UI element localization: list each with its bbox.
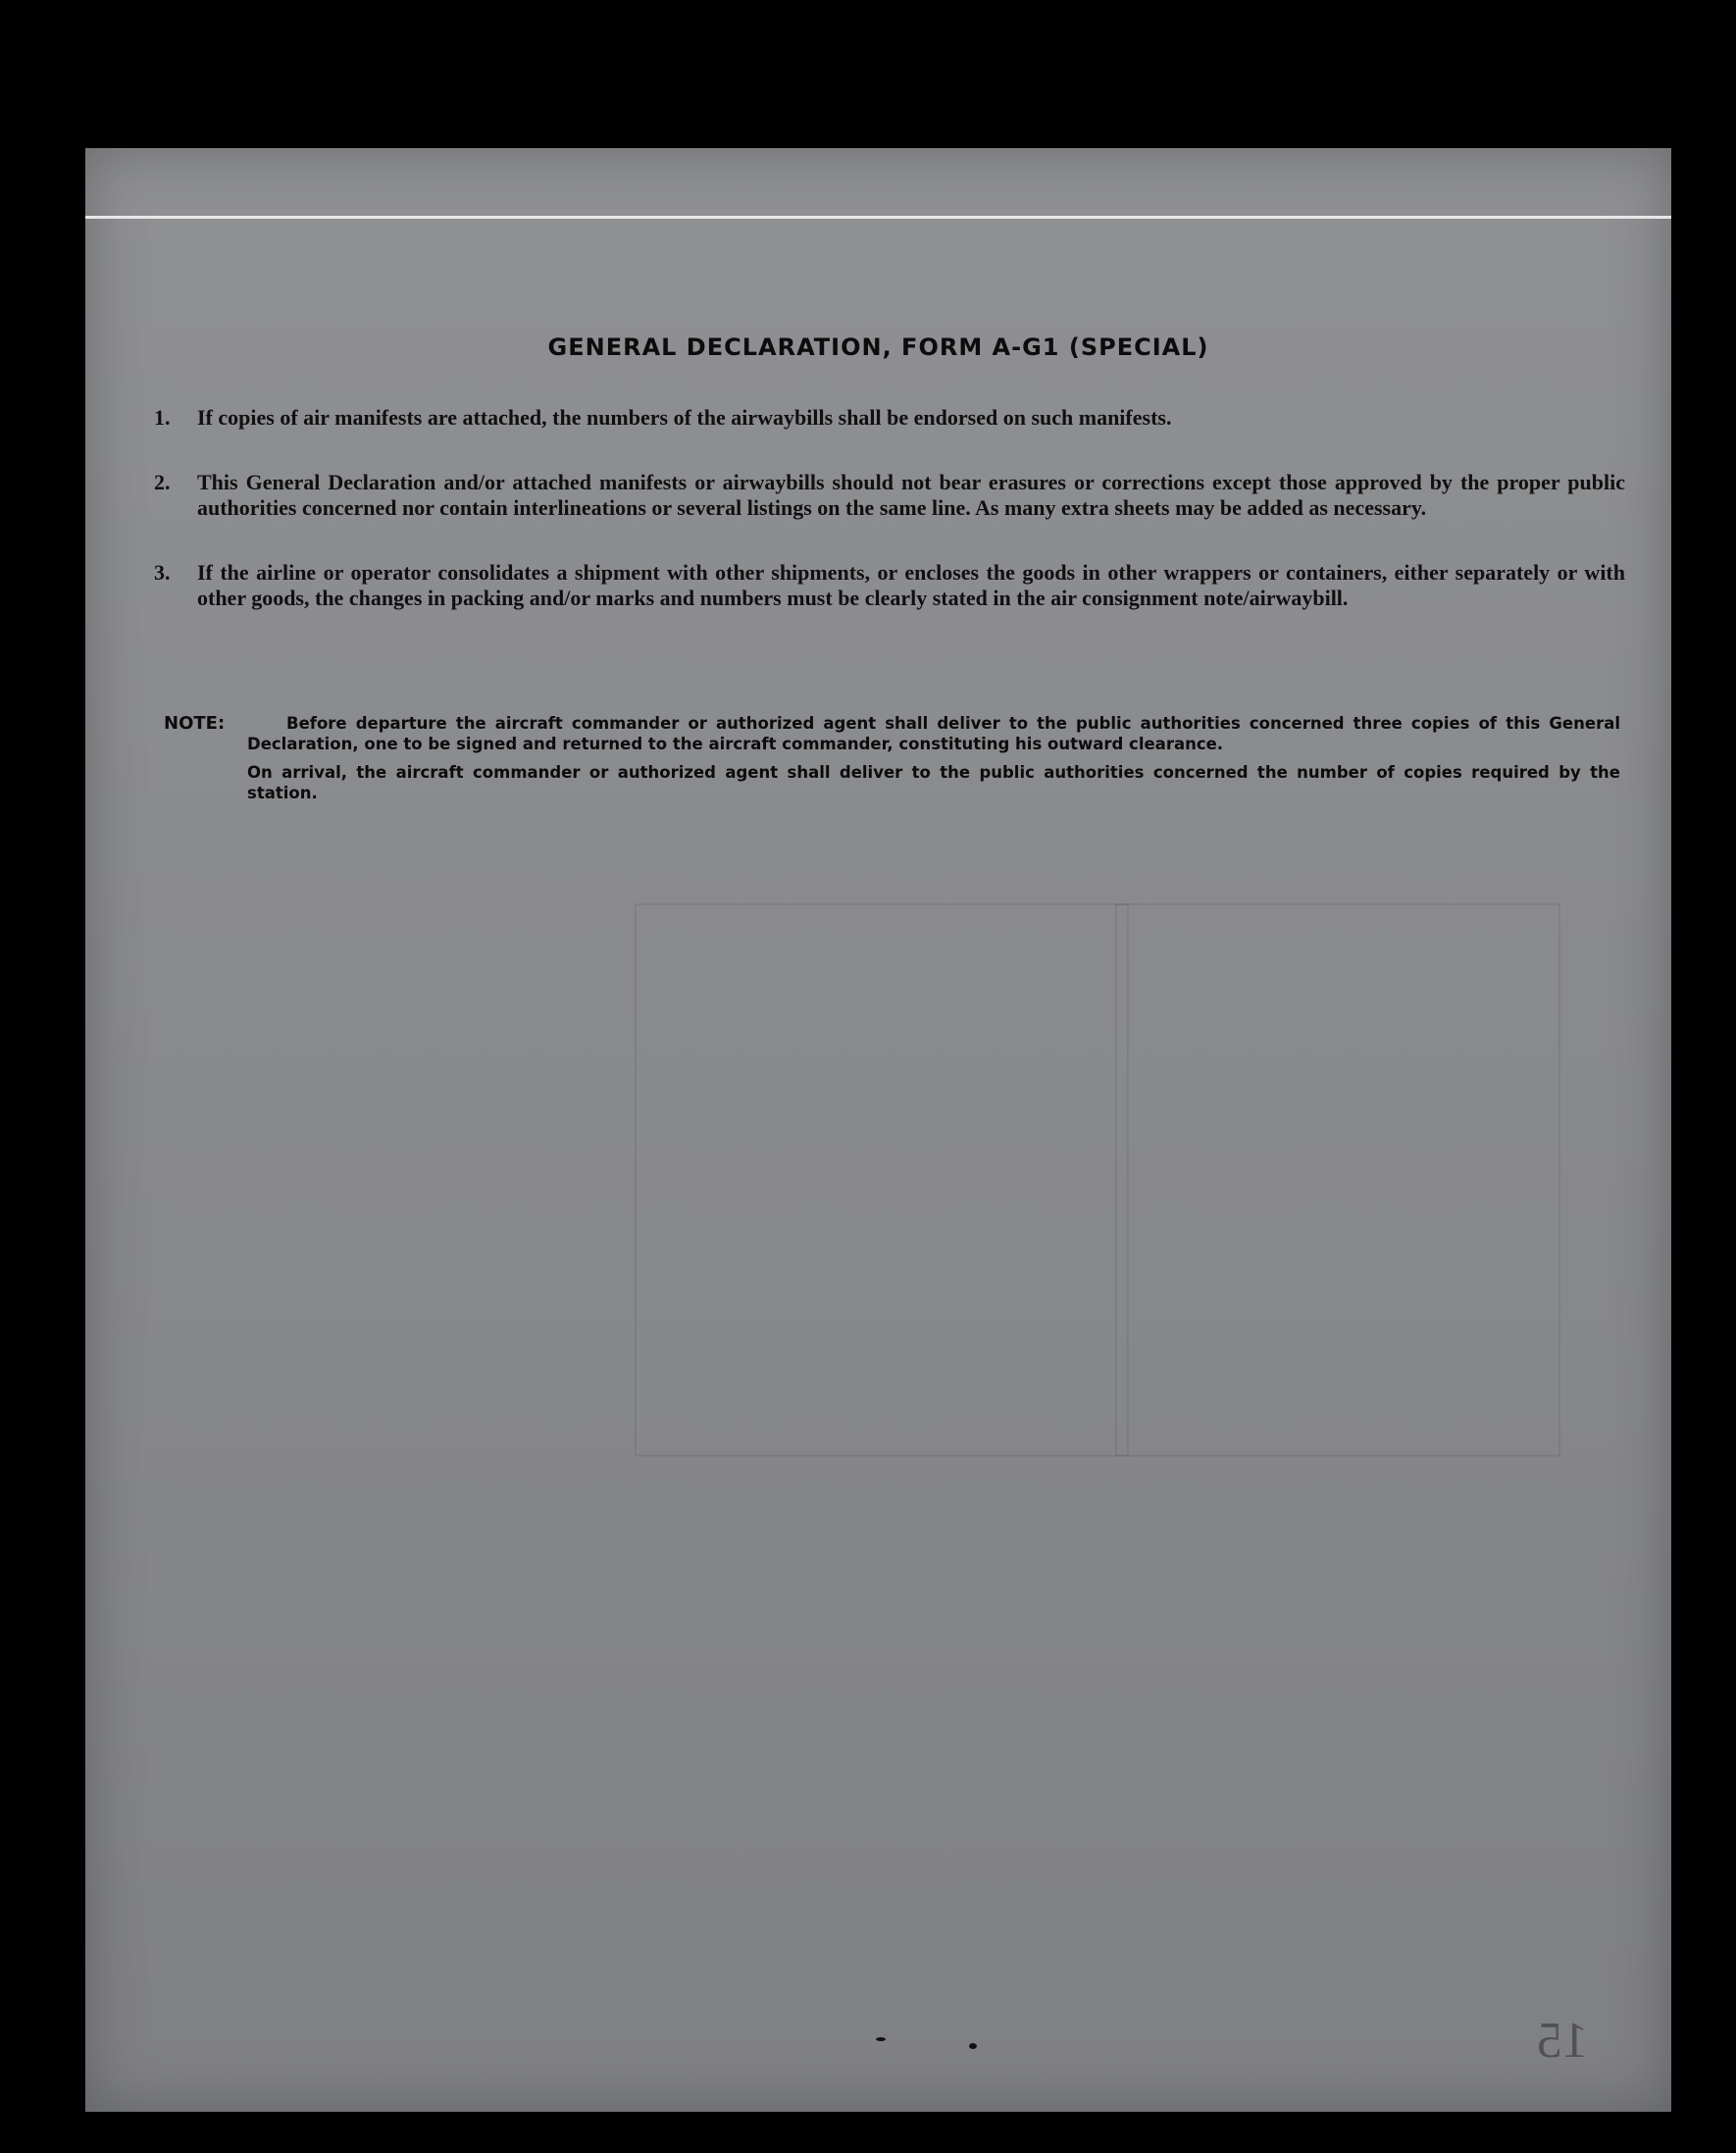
scan-speck — [969, 2043, 977, 2049]
document-page — [85, 148, 1671, 2112]
instruction-list — [154, 405, 1625, 650]
list-item — [154, 470, 1625, 521]
bleed-through-box — [1115, 903, 1560, 1457]
page-title: GENERAL DECLARATION, FORM A-G1 (SPECIAL) — [547, 333, 1209, 362]
item-text: If copies of air manifests are attached, the numbers of the airwaybills shall be endorsed on such manifests. — [197, 405, 1172, 430]
note-paragraph: Before departure the aircraft commander or authorized agent shall deliver to the public authorities concerned three copies of this General Declaration, one to be signed and returned to the aircraft commander, constituting his outward clearance. — [247, 714, 1620, 753]
note-paragraph: On arrival, the aircraft commander or authorized agent shall deliver to the public authorities concerned the number of copies required by the station. — [247, 763, 1620, 802]
note-label: NOTE: — [164, 713, 226, 734]
item-number: 2. — [154, 470, 171, 494]
list-item — [154, 560, 1625, 611]
note-section — [164, 713, 1620, 803]
item-number: 1. — [154, 405, 171, 430]
item-number: 3. — [154, 560, 171, 585]
page-number: 15 — [1537, 2013, 1588, 2069]
note-body — [247, 713, 1620, 803]
item-text: If the airline or operator consolidates a shipment with other shipments, or encloses the goods in other wrappers or containers, either separately or with other goods, the changes in packing and/or marks and numbers must be clearly stated in the air consignment note/airwaybill. — [197, 560, 1625, 610]
item-text: This General Declaration and/or attached manifests or airwaybills should not bear erasures or corrections except those approved by the proper public authorities concerned nor contain interlineations or several listings on the same line. As many extra sheets may be added as necessary. — [197, 470, 1625, 520]
page-edge-line — [85, 216, 1671, 219]
scan-speck — [876, 2037, 886, 2041]
list-item — [154, 405, 1625, 431]
bleed-through-box — [635, 903, 1129, 1457]
